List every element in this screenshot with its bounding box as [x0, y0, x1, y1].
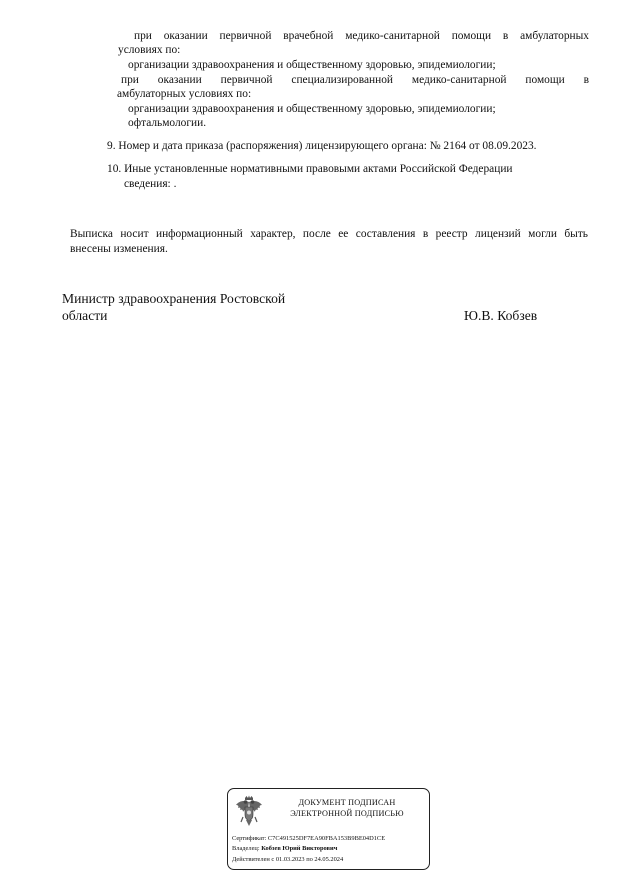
item-10-line-2: сведения: . [124, 178, 177, 190]
info-note-line-2: внесены изменения. [70, 243, 168, 255]
electronic-signature-stamp [227, 788, 430, 870]
info-note-line-1: Выписка носит информационный характер, после ее составления в реестр лицензий могли быть [70, 228, 588, 240]
stamp-certificate-value: C7C491525DF7EA90FBA153B9BE04D1CE [267, 835, 386, 842]
stamp-certificate-label: Сертификат: [232, 835, 267, 842]
signatory-title-line-1: Министр здравоохранения Ростовской [62, 291, 286, 306]
list-line-3: организации здравоохранения и общественному здоровью, эпидемиологии; [128, 59, 496, 71]
item-9-order-number: 9. Номер и дата приказа (распоряжения) лицензирующего органа: № 2164 от 08.09.2023. [107, 140, 537, 152]
stamp-header-line-2: ЭЛЕКТРОННОЙ ПОДПИСЬЮ [290, 809, 404, 818]
stamp-owner-value: Кобзев Юрий Викторович [261, 845, 338, 852]
stamp-header-line-1: ДОКУМЕНТ ПОДПИСАН [298, 798, 396, 807]
signatory-name: Ю.В. Кобзев [464, 308, 538, 323]
stamp-validity: Действителен с 01.03.2023 по 24.05.2024 [232, 856, 344, 863]
coat-of-arms-icon [234, 795, 264, 829]
list-line-5: амбулаторных условиях по: [117, 88, 252, 100]
list-line-6: организации здравоохранения и общественному здоровью, эпидемиологии; [128, 103, 496, 115]
signatory-title-line-2: области [62, 308, 108, 323]
list-line-7: офтальмологии. [128, 117, 207, 129]
stamp-owner-label: Владелец: [232, 845, 260, 852]
item-10-line-1: 10. Иные установленные нормативными правовыми актами Российской Федерации [107, 163, 513, 175]
list-line-4: при оказании первичной специализированной медико-санитарной помощи в [121, 74, 589, 86]
stamp-header [270, 797, 424, 819]
stamp-owner [232, 845, 337, 853]
list-line-1: при оказании первичной врачебной медико-санитарной помощи в амбулаторных [134, 30, 589, 42]
list-line-2: условиях по: [118, 44, 181, 56]
stamp-certificate [232, 835, 385, 843]
